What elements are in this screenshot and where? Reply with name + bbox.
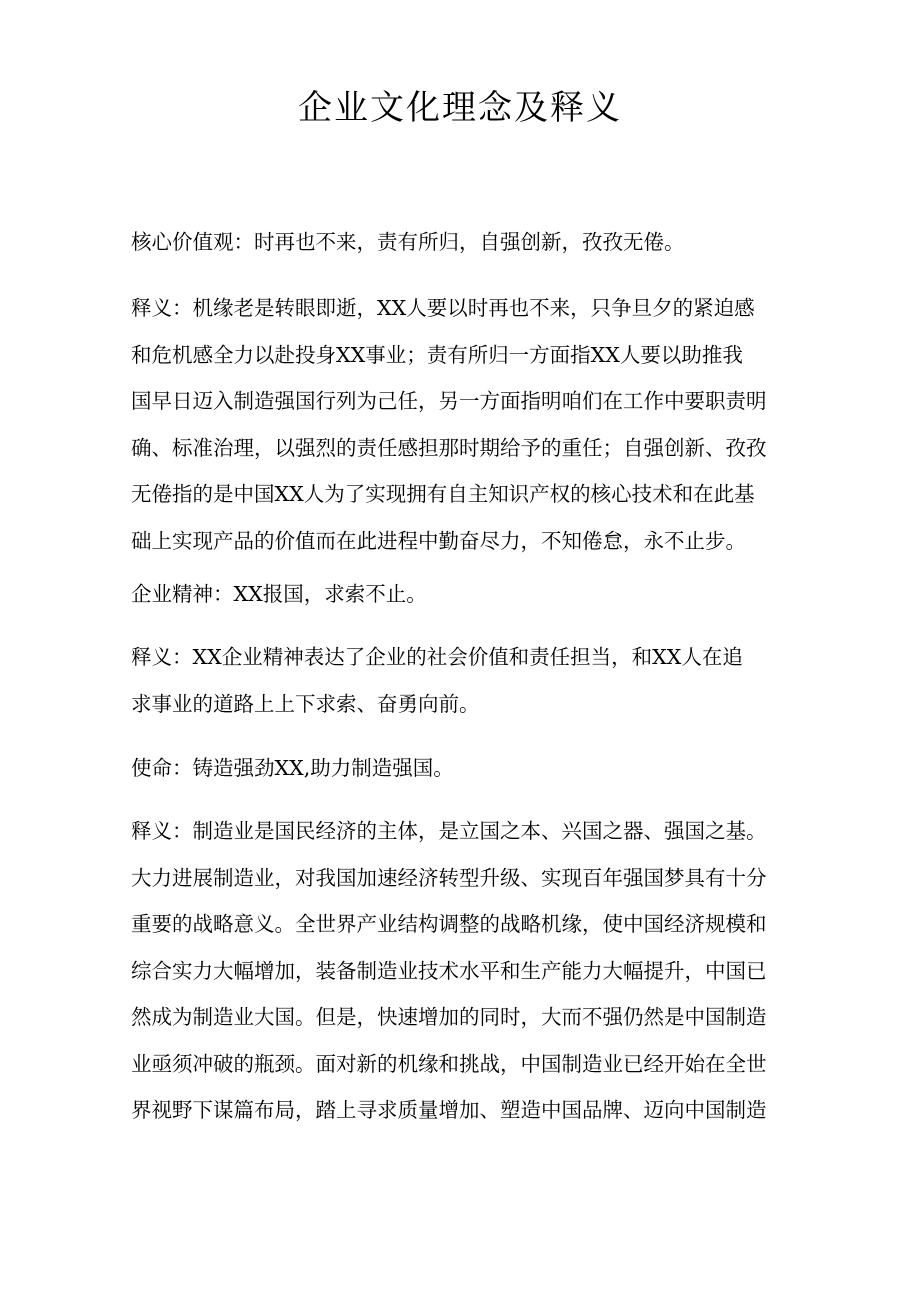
document-title: 企业文化理念及释义 bbox=[298, 88, 622, 128]
core-values-explanation bbox=[131, 285, 811, 564]
text-line: 无倦指的是中国XX人为了实现拥有自主知识产权的核心技术和在此基 bbox=[131, 482, 755, 506]
text-line: 确、标准治理，以强烈的责任感担那时期给予的重任；自强创新、孜孜 bbox=[131, 435, 767, 460]
text-line: 重要的战略意义。全世界产业结构调整的战略机缘，使中国经济规模和 bbox=[131, 912, 767, 936]
text-line: 础上实现产品的价值而在此进程中勤奋尽力，不知倦怠，永不止步。 bbox=[131, 528, 746, 553]
text-line: 大力进展制造业，对我国加速经济转型升级、实现百年强国梦具有十分 bbox=[131, 865, 767, 890]
text-line: 国早日迈入制造强国行列为己任，另一方面指明咱们在工作中要职责明 bbox=[131, 389, 767, 413]
text-line: 释义：制造业是国民经济的主体，是立国之本、兴国之器、强国之基。 bbox=[131, 819, 767, 843]
text-line: 使命：铸造强劲XX,助力制造强国。 bbox=[131, 756, 454, 780]
mission-paragraph bbox=[131, 745, 811, 792]
text-line: 业亟须冲破的瓶颈。面对新的机缘和挑战，中国制造业已经开始在全世 bbox=[131, 1051, 767, 1076]
text-line: 释义：XX企业精神表达了企业的社会价值和责任担当，和XX人在追 bbox=[131, 645, 743, 669]
enterprise-spirit-paragraph bbox=[131, 571, 811, 618]
text-line: 核心价值观：时再也不来，责有所归，自强创新，孜孜无倦。 bbox=[131, 230, 685, 254]
text-line: 求事业的道路上上下求索、奋勇向前。 bbox=[131, 691, 480, 716]
enterprise-spirit-explanation bbox=[131, 634, 811, 727]
core-values-paragraph bbox=[131, 219, 811, 266]
text-line: 和危机感全力以赴投身XX事业；责有所归一方面指XX人要以助推我 bbox=[131, 342, 743, 367]
mission-explanation bbox=[131, 808, 811, 1134]
text-line: 然成为制造业大国。但是，快速增加的同时，大而不强仍然是中国制造 bbox=[131, 1005, 767, 1029]
text-line: 释义：机缘老是转眼即逝，XX人要以时再也不来，只争旦夕的紧迫感 bbox=[131, 296, 755, 320]
text-line: 综合实力大幅增加，装备制造业技术水平和生产能力大幅提升，中国已 bbox=[131, 958, 767, 983]
text-line: 界视野下谋篇布局，踏上寻求质量增加、塑造中国品牌、迈向中国制造 bbox=[131, 1098, 767, 1122]
text-line: 企业精神：XX报国，求索不止。 bbox=[131, 582, 427, 606]
